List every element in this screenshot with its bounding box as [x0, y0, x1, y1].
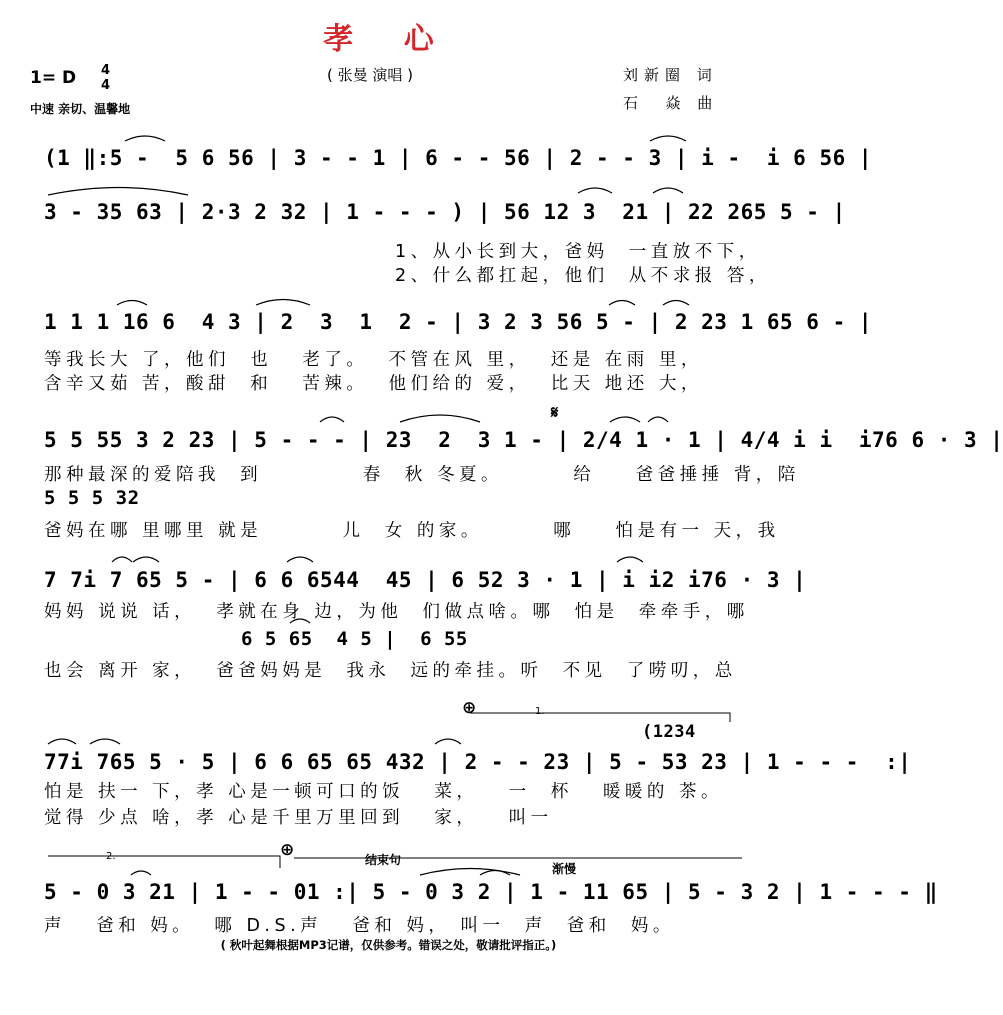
ritardando-marking: 渐慢: [552, 862, 577, 876]
composer: 石 焱 曲: [623, 94, 719, 112]
intro-notes: (1234: [642, 722, 696, 742]
alternate-notation-line-5: 6 5 65 4 5 | 6 55: [241, 628, 468, 650]
alternate-notation-line-4: 5 5 5 32: [44, 487, 140, 509]
footer-note: ( 秋叶起舞根据MP3记谱，仅供参考。错误之处，敬请批评指正。): [220, 938, 557, 952]
tempo-marking: 中速 亲切、温馨地: [30, 102, 131, 116]
lyric-line-6-verse-1: 怕是 扶一 下，孝 心是一顿可口的饭 菜， 一 杯 暖暖的 茶。: [44, 782, 723, 802]
lyric-line-7: 声 爸和 妈。 哪 D.S.声 爸和 妈， 叫一 声 爸和 妈。: [44, 916, 675, 936]
lyric-line-2-verse-1: 1、从小长到大，爸妈 一直放不下，: [395, 242, 761, 262]
coda-sign-ending: ⊕: [280, 840, 295, 860]
time-signature-bottom: 4: [101, 78, 111, 93]
lyric-line-2-verse-2: 2、什么都扛起，他们 从不求报 答，: [395, 266, 771, 286]
ending-label: 结束句: [365, 853, 402, 867]
performer: ( 张曼 演唱 ): [327, 66, 414, 84]
lyricist: 刘新圈 词: [623, 66, 718, 84]
lyric-line-3-verse-1: 等我长大 了，他们 也 老了。 不管在风 里， 还是 在雨 里，: [44, 350, 703, 370]
notation-line-7: 5 - 0 3 21 | 1 - - 01 :| 5 - 0 3 2 | 1 - 11 65 | 5 - 3 2 | 1 - - - ‖: [44, 880, 938, 904]
coda-sign: ⊕: [462, 698, 477, 718]
segno-sign: 𝄋: [551, 403, 559, 423]
notation-line-3: 1 1 1 16 6 4 3 | 2 3 1 2 - | 3 2 3 56 5 - | 2 23 1 65 6 - |: [44, 310, 873, 334]
notation-line-4: 5 5 55 3 2 23 | 5 - - - | 23 2 3 1 - | 2/4 1 · 1 | 4/4 i i i76 6 · 3 |: [44, 428, 1003, 452]
lyric-line-5-verse-2: 也会 离开 家， 爸爸妈妈是 我永 远的牵挂。听 不见 了唠叨，总: [44, 661, 737, 681]
notation-line-6: 77i 765 5 · 5 | 6 6 65 65 432 | 2 - - 23 | 5 - 53 23 | 1 - - - :|: [44, 750, 912, 774]
notation-line-5: 7 7i 7 65 5 - | 6 6 6544 45 | 6 52 3 · 1 | i i2 i76 · 3 |: [44, 568, 807, 592]
notation-line-2: 3 - 35 63 | 2·3 2 32 | 1 - - - ) | 56 12 3 21 | 22 265 5 - |: [44, 200, 846, 224]
song-title: 孝 心: [323, 22, 454, 57]
lyric-line-4-verse-2: 爸妈在哪 里哪里 就是 儿 女 的家。 哪 怕是有一 天，我: [44, 521, 780, 541]
lyric-line-6-verse-2: 觉得 少点 啥，孝 心是千里万里回到 家， 叫一: [44, 808, 553, 828]
time-signature-top: 4: [101, 63, 111, 78]
notation-line-1: (1 ‖:5 - 5 6 56 | 3 - - 1 | 6 - - 56 | 2 - - 3 | i - i 6 56 |: [44, 146, 873, 170]
volta-2-label: 2.: [106, 851, 116, 862]
lyric-line-5-verse-1: 妈妈 说说 话， 孝就在身 边，为他 们做点啥。哪 怕是 牵牵手，哪: [44, 602, 749, 622]
lyric-line-3-verse-2: 含辛又茹 苦，酸甜 和 苦辣。 他们给的 爱， 比天 地还 大，: [44, 374, 703, 394]
volta-1-label: 1.: [535, 706, 545, 717]
lyric-line-4-verse-1: 那种最深的爱陪我 到 春 秋 冬夏。 给 爸爸捶捶 背，陪: [44, 465, 800, 485]
key-signature: 1= D: [30, 68, 77, 88]
